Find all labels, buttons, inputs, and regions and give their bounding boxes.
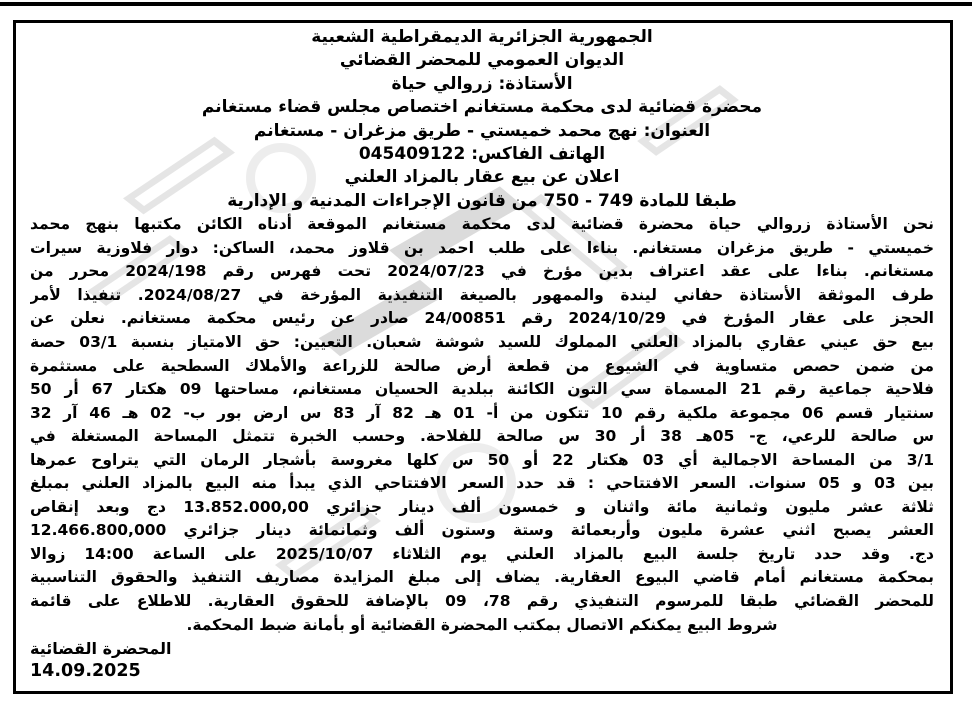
header-line-articles: طبقا للمادة 749 - 750 من قانون الإجراءات المدنية و الإدارية	[227, 190, 737, 211]
body-line: مستغانم. بناءا على عقد اعتراف بدين مؤرخ في 2024/07/23 تحت فهرس رقم 2024/198 محرر من	[30, 262, 934, 281]
body-line: بمحكمة مستغانم أمام قاضي البيوع العقارية. يضاف إلى مبلغ المزايدة مصاريف التنفيذ والحقوق التناسبية	[30, 568, 934, 587]
document-frame	[13, 20, 953, 694]
body-line: الحجز على عقار المؤرخ في 2024/10/29 رقم 24/00851 صادر عن رئيس محكمة مستغانم. نعلن عن	[30, 309, 934, 328]
signature-block	[30, 638, 934, 682]
document-content	[16, 23, 950, 682]
body-line-last: شروط البيع يمكنكم الاتصال بمكتب المحضرة القضائية أو بأمانة ضبط المحكمة.	[186, 615, 778, 634]
header-line-court: محضرة قضائية لدى محكمة مستغانم اختصاص مجلس قضاء مستغانم	[201, 97, 763, 118]
body-line: بيع حق عيني عقاري بالمزاد العلني المملوك للسيد شوشة شعبان. التعيين: حق الامتياز بنسبة 03/1 حصة	[30, 332, 934, 351]
body-line: من ضمن حصص متساوية في الشيوع من قطعة أرض صالحة للزراعة والأملاك السطحية على مستثمرة	[30, 356, 934, 375]
header-line-phone: الهاتف الفاكس: 045409122	[358, 144, 606, 165]
body-line: طرف الموثقة الأستاذة حفاني ليندة والممهور بالصيغة التنفيذية المؤرخة في 2024/08/27. تنفيذا لأمر	[30, 285, 934, 304]
body-line: ثلاثة عشر مليون وثمانية مائة واثنان و خمسون ألف دينار جزائري 13.852.000,00 دج وبعد إنقاص	[30, 497, 934, 516]
signature-date: 14.09.2025	[30, 661, 141, 682]
document-header	[30, 26, 934, 213]
body-line: فلاحية جماعية رقم 21 المسماة سي التون الكائنة ببلدية الحسيان مستغانم، مساحتها 09 هكتار 67 أر 50	[30, 380, 934, 399]
body-line: للمحضر القضائي طبقا للمرسوم التنفيذي رقم 78، 09 بالإضافة للحقوق العقارية. للاطلاع على قائمة	[30, 592, 934, 610]
header-line-bailiff: الأستاذة: زروالي حياة	[391, 73, 573, 94]
signature-role: المحضرة القضائية	[30, 639, 172, 659]
body-line: سنتيار قسم 06 مجموعة ملكية رقم 10 تتكون من أ- 01 هـ 82 آر 83 س ارض بور ب- 02 هـ 46 آر 32	[30, 403, 934, 422]
body-line: بين 03 و 05 سنوات. السعر الافتتاحي : قد حدد السعر الافتتاحي الذي يبدأ منه البيع بالمزاد العلني بمبلغ	[30, 474, 934, 493]
header-line-title: اعلان عن بيع عقار بالمزاد العلني	[344, 167, 620, 188]
top-rule	[0, 2, 972, 6]
header-line-address: العنوان: نهج محمد خميستي - طريق مزغران - مستغانم	[253, 120, 711, 141]
body-line: نحن الأستاذة زروالي حياة محضرة قضائية لدى محكمة مستغانم الموقعة أدناه الكائن مكتبها بنهج محمد	[30, 215, 934, 234]
body-line: دج. وقد حدد تاريخ جلسة البيع بالمزاد العلني يوم الثلاثاء 2025/10/07 على الساعة 14:00 زوالا	[30, 544, 934, 563]
body-line: 3/1 من المساحة الاجمالية أي 03 هكتار 22 أو 50 س كلها مغروسة بأشجار الرمان التي يتراوح عمرها	[30, 450, 934, 469]
body-line: س صالحة للرعي، ج- 05هـ 38 أر 30 س صالحة للفلاحة. وحسب الخبرة تتمثل المساحة المستغلة في	[30, 427, 934, 446]
body-line: خميستي - طريق مزغران مستغانم. بناءا على طلب احمد بن قلاوز محمد، الساكن: دوار فلاوزية سيرات	[30, 238, 934, 257]
body-line: العشر يصبح اثني عشرة مليون وأربعمائة وستة وستون ألف وثمانمائة دينار جزائري 12.466.800,000	[30, 521, 934, 540]
announcement-body	[30, 213, 934, 637]
header-line-office: الديوان العمومي للمحضر القضائي	[339, 50, 625, 71]
header-line-republic: الجمهورية الجزائرية الديمقراطية الشعبية	[311, 27, 653, 47]
